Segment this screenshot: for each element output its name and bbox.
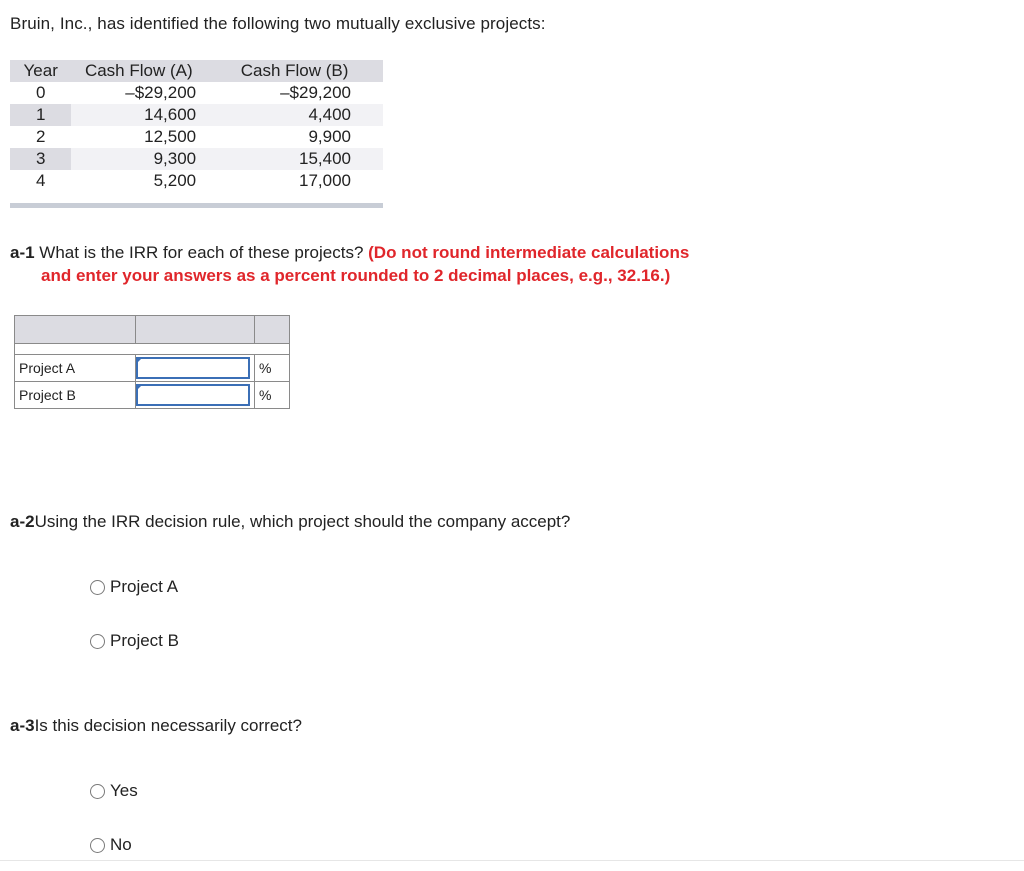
- percent-sign: %: [255, 382, 290, 409]
- irr-answer-table: [14, 315, 290, 409]
- radio-option-yes[interactable]: [90, 781, 138, 801]
- project-a-irr-input[interactable]: [136, 357, 250, 379]
- answer-header-blank: [255, 316, 290, 344]
- year-cell: 4: [35, 171, 46, 190]
- radio-option-project-b[interactable]: [90, 631, 179, 651]
- cash-flow-b-cell: –$29,200: [280, 83, 351, 102]
- radio-label: Yes: [110, 781, 138, 800]
- project-a-irr-cell: [136, 355, 255, 382]
- header-cash-flow-b: Cash Flow (B): [240, 61, 349, 80]
- question-a3-text: Is this decision necessarily correct?: [34, 716, 302, 735]
- answer-table-header: [15, 316, 290, 344]
- question-a1-instruction-2: and enter your answers as a percent rounded to 2 decimal places, e.g., 32.16.): [41, 266, 671, 285]
- cash-flow-header-row: [10, 60, 383, 82]
- cash-flow-a-cell: 12,500: [144, 127, 197, 146]
- radio-option-no[interactable]: [90, 835, 132, 855]
- radio-button[interactable]: [90, 634, 105, 649]
- table-row: [10, 170, 383, 192]
- table-row: [10, 82, 383, 104]
- question-a1: [10, 241, 689, 287]
- radio-option-project-a[interactable]: [90, 577, 178, 597]
- radio-button[interactable]: [90, 784, 105, 799]
- question-a2-text: Using the IRR decision rule, which project should the company accept?: [34, 512, 571, 531]
- cash-flow-a-cell: –$29,200: [125, 83, 197, 102]
- problem-intro: Bruin, Inc., has identified the following two mutually exclusive projects:: [10, 14, 546, 33]
- table-row: [10, 126, 383, 148]
- input-flag-icon: [138, 357, 143, 362]
- question-a3-number: a-3: [10, 716, 35, 735]
- radio-label: No: [110, 835, 132, 854]
- answer-header-blank: [15, 316, 136, 344]
- table-row: [15, 355, 290, 382]
- radio-label: Project B: [110, 631, 179, 650]
- project-b-irr-input[interactable]: [136, 384, 250, 406]
- table-row: [10, 148, 383, 170]
- radio-button[interactable]: [90, 580, 105, 595]
- project-a-label: Project A: [15, 355, 136, 382]
- header-year: Year: [23, 61, 58, 80]
- cash-flow-table: [10, 60, 383, 192]
- header-cash-flow-a: Cash Flow (A): [84, 61, 193, 80]
- radio-button[interactable]: [90, 838, 105, 853]
- year-cell: 1: [10, 104, 71, 126]
- cash-flow-b-cell: 4,400: [206, 104, 383, 126]
- radio-label: Project A: [110, 577, 179, 596]
- cash-flow-a-cell: 5,200: [153, 171, 197, 190]
- table-row: [10, 104, 383, 126]
- answer-table-spacer: [15, 344, 290, 355]
- table-bottom-divider: [10, 203, 383, 208]
- cash-flow-a-cell: 9,300: [71, 148, 206, 170]
- question-a2-number: a-2: [10, 512, 35, 531]
- question-a3: [10, 716, 302, 736]
- percent-sign: %: [255, 355, 290, 382]
- cash-flow-b-cell: 9,900: [308, 127, 351, 146]
- project-b-label: Project B: [15, 382, 136, 409]
- question-a1-text: What is the IRR for each of these projects?: [34, 243, 364, 262]
- cash-flow-a-cell: 14,600: [71, 104, 206, 126]
- input-flag-icon: [138, 384, 143, 389]
- year-cell: 0: [35, 83, 46, 102]
- table-row: [15, 382, 290, 409]
- project-b-irr-cell: [136, 382, 255, 409]
- cash-flow-b-cell: 17,000: [299, 171, 351, 190]
- bottom-divider: [0, 860, 1024, 861]
- year-cell: 2: [35, 127, 46, 146]
- answer-header-blank: [136, 316, 255, 344]
- question-a2: [10, 512, 570, 532]
- year-cell: 3: [10, 148, 71, 170]
- cash-flow-b-cell: 15,400: [206, 148, 383, 170]
- question-a1-instruction-1: (Do not round intermediate calculations: [368, 243, 690, 262]
- question-a1-number: a-1: [10, 243, 35, 262]
